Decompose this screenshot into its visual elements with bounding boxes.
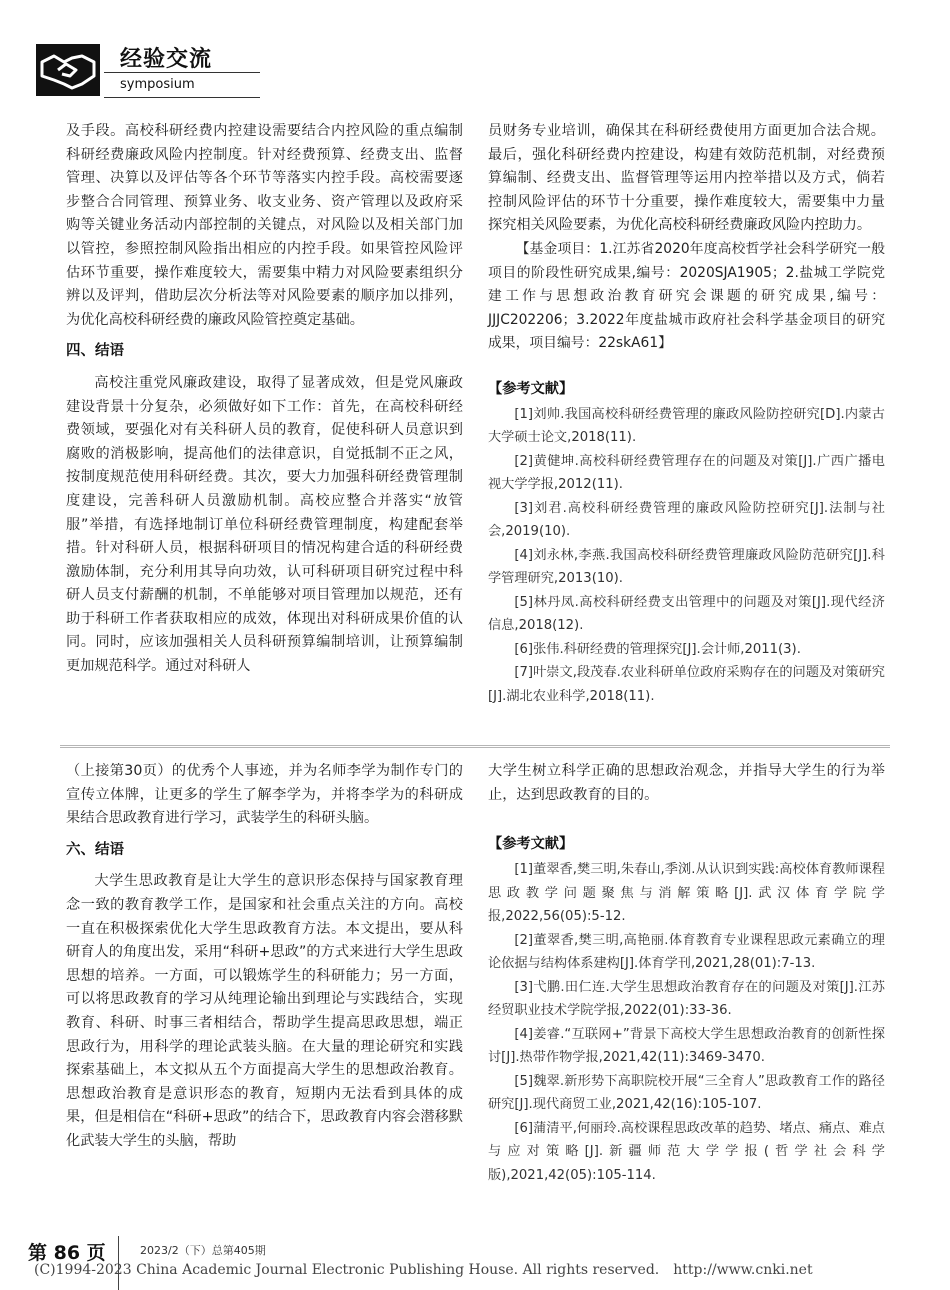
- issue-info: 2023/2（下）总第405期: [140, 1244, 266, 1257]
- section-title: 经验交流: [120, 47, 213, 72]
- paragraph: 大学生树立科学正确的思想政治观念，并指导大学生的行为举止，达到思政教育的目的。: [488, 763, 885, 803]
- cnki-link[interactable]: http://www.cnki.net: [673, 1262, 813, 1278]
- section-subtitle: symposium: [120, 77, 195, 92]
- reference-item: [4]刘永林,李燕.我国高校科研经费管理廉政风险防范研究[J].科学管理研究,2013(10).: [488, 547, 885, 587]
- reference-item: [4]姜睿.“互联网+”背景下高校大学生思想政治教育的创新性探讨[J].热带作物学报,2021,42(11):3469-3470.: [488, 1026, 885, 1066]
- paragraph: 高校注重党风廉政建设，取得了显著成效，但是党风廉政建设背景十分复杂，必须做好如下工作：首先，在高校科研经费领域，要强化对有关科研人员的教育，促使科研人员意识到腐败的消极影响，提高他们的法律意识，自觉抵制不正之风，按制度规范使用科研经费。其次，要大力加强科研经费管理制度建设，完善科研人员激励机制。高校应整合并落实“放管服”举措，有选择地制订单位科研经费管理制度，构建配套举措。针对科研人员，根据科研项目的情况构建合适的科研经费激励体制，充分利用其导向功效，认可科研项目研究过程中科研人员支付薪酬的机制，不单能够对项目管理加以规范，还有助于科研工作者获取相应的成效，体现出对科研成果价值的认同。同时，应该加强相关人员科研预算编制培训，让预算编制更加规范科学。通过对科研人: [66, 374, 463, 675]
- reference-item: [6]蒲清平,何丽玲.高校课程思政改革的趋势、堵点、痛点、难点与应对策略[J].新疆师范大学学报(哲学社会科学版),2021,42(05):105-114.: [488, 1120, 885, 1183]
- reference-item: [6]张伟.科研经费的管理探究[J].会计师,2011(3).: [514, 641, 801, 657]
- reference-item: [1]刘帅.我国高校科研经费管理的廉政风险防控研究[D].内蒙古大学硕士论文,2018(11).: [488, 406, 885, 446]
- references-title: 【参考文献】: [488, 380, 574, 397]
- reference-item: [1]董翠香,樊三明,朱春山,季浏.从认识到实践:高校体育教师课程思政教学问题聚焦与消解策略[J].武汉体育学院学报,2022,56(05):5-12.: [488, 862, 885, 925]
- paragraph: （上接第30页）的优秀个人事迹，并为名师李学为制作专门的宣传立体牌，让更多的学生了解李学为，并将李学为的科研成果结合思政教育进行学习，武装学生的科研头脑。: [66, 763, 463, 827]
- reference-item: [2]黄健坤.高校科研经费管理存在的问题及对策[J].广西广播电视大学学报,2012(11).: [488, 453, 885, 493]
- reference-item: [3]刘君.高校科研经费管理的廉政风险防控研究[J].法制与社会,2019(10).: [488, 500, 885, 540]
- section-heading: 四、结语: [66, 343, 124, 360]
- paragraph: 及手段。高校科研经费内控建设需要结合内控风险的重点编制科研经费廉政风险内控制度。针对经费预算、经费支出、监督管理、决算以及评估等各个环节等落实内控手段。高校需要逐步整合合同管理、预算业务、收支业务、资产管理以及政府采购等关键业务活动内部控制的关键点，对风险以及相关部门加以管控，参照控制风险指出相应的内控手段。如果管控风险评估环节重要，操作难度较大，需要集中精力对风险要素组织分辨以及评判，借助层次分析法等对风险要素的顺序加以排列，为优化高校科研经费的廉政风险管控奠定基础。: [66, 123, 463, 328]
- copyright-text: (C)1994-2023 China Academic Journal Electronic Publishing House. All rights reserved.: [34, 1262, 660, 1278]
- reference-item: [2]董翠香,樊三明,高艳丽.体育教育专业课程思政元素确立的理论依据与结构体系建构[J].体育学刊,2021,28(01):7-13.: [488, 932, 885, 972]
- copyright-line: [34, 1262, 827, 1278]
- funding-note: 【基金项目：1.江苏省2020年度高校哲学社会科学研究一般项目的阶段性研究成果,编号：2020SJA1905；2.盐城工学院党建工作与思想政治教育研究会课题的研究成果,编号：JJJC202206；3.2022年度盐城市政府社会科学基金项目的研究成果，项目编号：22skA61】: [488, 240, 885, 352]
- reference-item: [5]魏翠.新形势下高职院校开展“三全育人”思政教育工作的路径研究[J].现代商贸工业,2021,42(16):105-107.: [488, 1073, 885, 1113]
- reference-item: [7]叶崇文,段茂春.农业科研单位政府采购存在的问题及对策研究[J].湖北农业科学,2018(11).: [488, 665, 885, 704]
- handshake-logo-icon: [36, 44, 100, 96]
- bottom-right-column: [488, 760, 885, 1187]
- top-right-column: [488, 120, 885, 708]
- reference-item: [5]林丹凤.高校科研经费支出管理中的问题及对策[J].现代经济信息,2018(12).: [488, 594, 885, 634]
- paragraph: 员财务专业培训，确保其在科研经费使用方面更加合法合规。最后，强化科研经费内控建设，构建有效防范机制，对经费预算编制、经费支出、监督管理等运用内控举措以及方式，倘若控制风险评估的环节十分重要，操作难度较大，需要集中力量探究相关风险要素，为优化高校科研经费廉政风险内控助力。: [488, 123, 885, 234]
- top-left-column: [66, 120, 463, 679]
- bottom-left-column: [66, 760, 463, 1154]
- section-heading: 六、结语: [66, 841, 124, 858]
- reference-item: [3]弋鹏.田仁连.大学生思想政治教育存在的问题及对策[J].江苏经贸职业技术学院学报,2022(01):33-36.: [488, 979, 885, 1019]
- article-divider: [60, 745, 890, 748]
- header-rule-bottom: [104, 97, 260, 98]
- paragraph: 大学生思政教育是让大学生的意识形态保持与国家教育理念一致的教育教学工作，是国家和社会重点关注的方向。高校一直在积极探索优化大学生思政教育方法。本文提出，要从科研育人的角度出发，采用“科研+思政”的方式来进行大学生思政思想的培养。一方面，可以锻炼学生的科研能力；另一方面，可以将思政教育的学习从纯理论输出到理论与实践结合，实现教育、科研、时事三者相结合，帮助学生提高思政思想，端正思政行为，用科学的理论武装头脑。在大量的理论研究和实践探索基础上，本文拟从五个方面提高大学生的思想政治教育。思想政治教育是意识形态的教育，短期内无法看到具体的成果，但是相信在“科研+思政”的结合下，思政教育内容会潜移默化武装大学生的头脑，帮助: [66, 873, 463, 1149]
- references-title: 【参考文献】: [488, 836, 574, 853]
- page-number: 第 86 页: [28, 1242, 106, 1264]
